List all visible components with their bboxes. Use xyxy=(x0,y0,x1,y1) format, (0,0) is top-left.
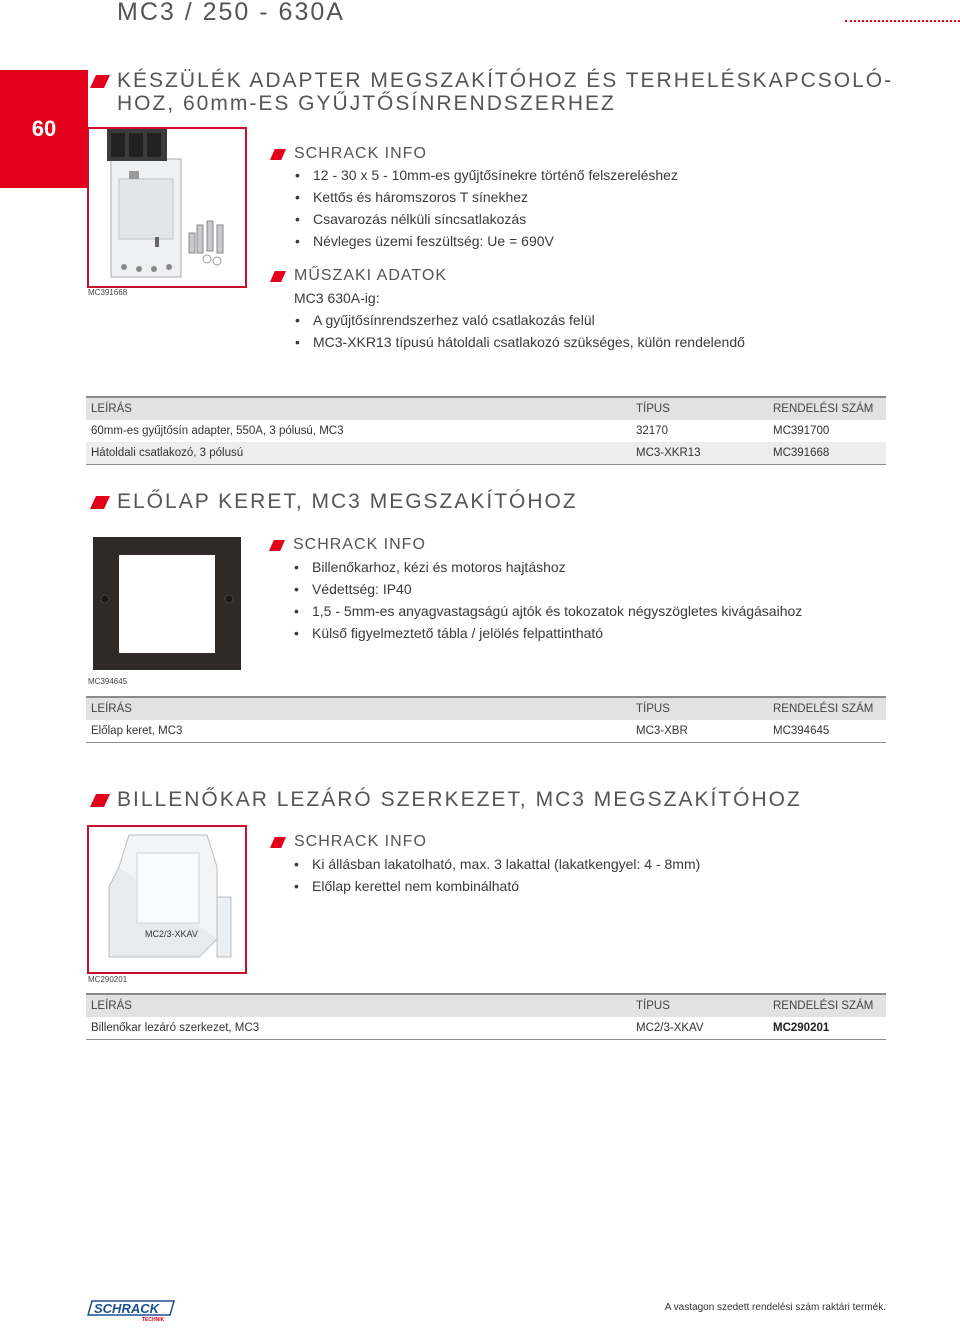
cell-type: MC2/3-XKAV xyxy=(631,1017,768,1040)
info-marker-icon xyxy=(269,540,285,551)
col-order-number: RENDELÉSI SZÁM xyxy=(768,397,886,420)
col-type: TÍPUS xyxy=(631,397,768,420)
col-order-number: RENDELÉSI SZÁM xyxy=(768,697,886,720)
image-code-caption: MC290201 xyxy=(88,975,128,984)
col-description: LEÍRÁS xyxy=(86,994,631,1017)
schrack-info-heading: SCHRACK INFO xyxy=(270,833,570,853)
schrack-info-heading: SCHRACK INFO xyxy=(270,145,570,165)
section-1-heading xyxy=(90,69,894,119)
table-header-row xyxy=(86,697,886,720)
info-item: • Billenőkarhoz, kézi és motoros hajtáshoz xyxy=(312,559,566,575)
front-frame-image xyxy=(93,537,241,670)
table-row xyxy=(86,420,886,442)
section-1-heading-line1: KÉSZÜLÉK ADAPTER MEGSZAKÍTÓHOZ ÉS TERHELÉSKAPCSOLÓ- xyxy=(117,69,894,92)
cell-order-number: MC391700 xyxy=(773,425,830,437)
section-marker-icon xyxy=(90,496,110,509)
info-item: • Ki állásban lakatolható, max. 3 lakattal (lakatkengyel: 4 - 8mm) xyxy=(312,856,700,872)
svg-text:TECHNIK: TECHNIK xyxy=(142,1317,165,1323)
adapter-product-image xyxy=(87,127,247,288)
image-code-caption: MC391668 xyxy=(88,288,128,297)
info-marker-icon xyxy=(270,271,286,282)
section-3-heading: BILLENŐKAR LEZÁRÓ SZERKEZET, MC3 MEGSZAKÍTÓHOZ xyxy=(90,788,870,814)
col-description: LEÍRÁS xyxy=(86,397,631,420)
section-marker-icon xyxy=(90,75,110,88)
table-row xyxy=(86,720,886,743)
section-2-heading: ELŐLAP KERET, MC3 MEGSZAKÍTÓHOZ xyxy=(90,490,870,516)
col-description: LEÍRÁS xyxy=(86,697,631,720)
table-row xyxy=(86,442,886,465)
cell-description: Billenőkar lezáró szerkezet, MC3 xyxy=(86,1017,631,1040)
col-order-number: RENDELÉSI SZÁM xyxy=(768,994,886,1017)
table-header-row xyxy=(86,397,886,420)
device-label: MC2/3-XKAV xyxy=(145,929,198,939)
info-item: • Névleges üzemi feszültség: Ue = 690V xyxy=(313,233,554,249)
table-row xyxy=(86,1017,886,1040)
info-item: • Védettség: IP40 xyxy=(312,581,412,597)
cell-type: 32170 xyxy=(636,425,668,437)
info-item: • Kettős és háromszoros T sínekhez xyxy=(313,189,528,205)
front-frame-illustration xyxy=(93,537,241,670)
info-item: • Csavarozás nélküli síncsatlakozás xyxy=(313,211,526,227)
adapter-illustration xyxy=(89,129,245,286)
title-rule xyxy=(845,20,960,22)
footer-note: A vastagon szedett rendelési szám raktári termék. xyxy=(664,1302,886,1313)
cell-description: Hátoldali csatlakozó, 3 pólusú xyxy=(86,442,631,465)
col-type: TÍPUS xyxy=(631,697,768,720)
image-code-caption: MC394645 xyxy=(88,677,128,686)
page-number-tab: 60 xyxy=(0,70,88,188)
info-item: • Előlap kerettel nem kombinálható xyxy=(312,878,519,894)
tech-intro: MC3 630A-ig: xyxy=(294,290,380,306)
schrack-logo xyxy=(86,1299,176,1323)
lock-device-illustration xyxy=(89,827,245,972)
cell-order-number: MC391668 xyxy=(768,442,886,465)
col-type: TÍPUS xyxy=(631,994,768,1017)
cell-description: 60mm-es gyűjtősín adapter, 550A, 3 pólusú, MC3 xyxy=(91,425,344,437)
svg-text:SCHRACK: SCHRACK xyxy=(94,1301,159,1316)
cell-type: MC3-XKR13 xyxy=(631,442,768,465)
table-header-row xyxy=(86,994,886,1017)
order-table-1 xyxy=(86,396,886,465)
info-item: • 1,5 - 5mm-es anyagvastagságú ajtók és tokozatok négyszögletes kivágásaihoz xyxy=(312,603,802,619)
lock-device-image xyxy=(87,825,247,974)
schrack-info-heading: SCHRACK INFO xyxy=(269,536,569,556)
cell-order-number-stock: MC290201 xyxy=(768,1017,886,1040)
order-table-3 xyxy=(86,993,886,1040)
section-1-heading-line2: HOZ, 60mm-ES GYŰJTŐSÍNRENDSZERHEZ xyxy=(117,92,616,115)
order-table-2 xyxy=(86,696,886,743)
tech-item: • MC3-XKR13 típusú hátoldali csatlakozó szükséges, külön rendelendő xyxy=(313,334,745,350)
schrack-logo-icon xyxy=(86,1299,176,1323)
technical-data-heading: MŰSZAKI ADATOK xyxy=(270,267,570,287)
section-marker-icon xyxy=(90,794,110,807)
info-marker-icon xyxy=(270,837,286,848)
info-item: • 12 - 30 x 5 - 10mm-es gyűjtősínekre történő felszereléshez xyxy=(313,167,678,183)
cell-type: MC3-XBR xyxy=(631,720,768,743)
cell-description: Előlap keret, MC3 xyxy=(86,720,631,743)
page-title: MC3 / 250 - 630A xyxy=(117,0,345,26)
cell-order-number: MC394645 xyxy=(768,720,886,743)
info-marker-icon xyxy=(270,149,286,160)
tech-item: • A gyűjtősínrendszerhez való csatlakozás felül xyxy=(313,312,595,328)
info-item: • Külső figyelmeztető tábla / jelölés felpattintható xyxy=(312,625,603,641)
